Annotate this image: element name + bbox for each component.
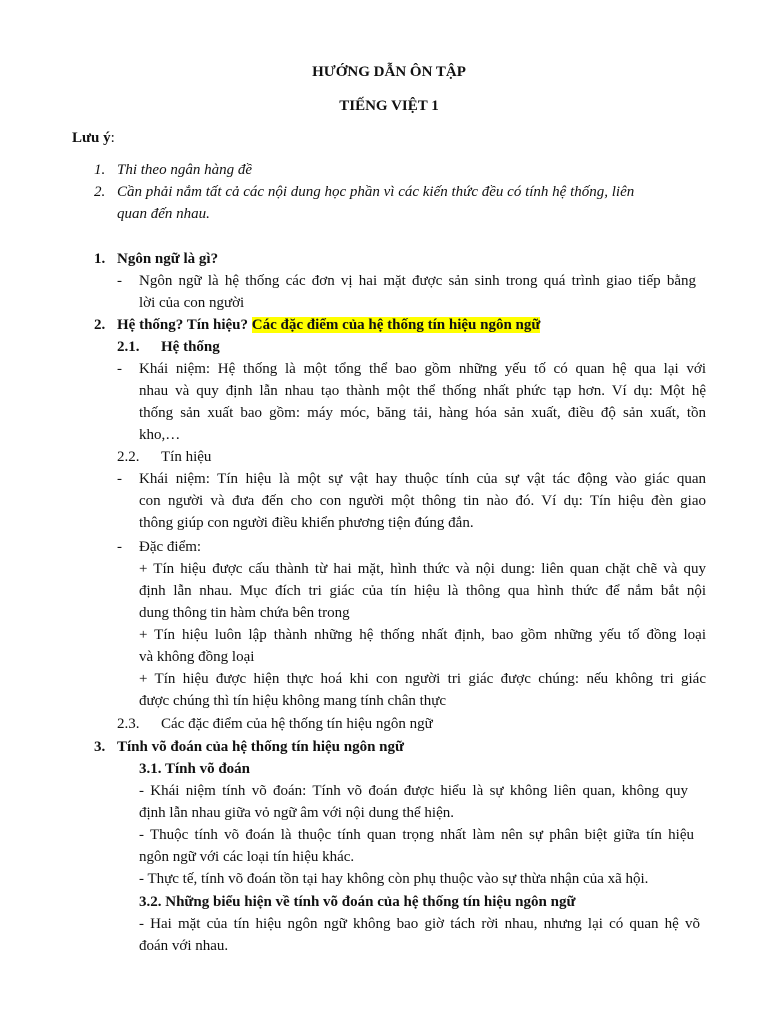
- body-line: Ngôn ngữ là hệ thống các đơn vị hai mặt được sản sinh trong quá trình giao tiếp bằng: [139, 273, 696, 289]
- note-item-number: 1.: [94, 162, 106, 178]
- note-colon: :: [110, 130, 115, 146]
- subsection-title: Tín hiệu: [161, 449, 212, 465]
- note-item-number: 2.: [94, 184, 106, 200]
- bullet-dash: -: [117, 539, 122, 555]
- bullet-dash: -: [117, 273, 122, 289]
- bullet-dash: -: [117, 471, 122, 487]
- doc-title: HƯỚNG DẪN ÔN TẬP: [312, 64, 466, 80]
- section-heading: [117, 314, 540, 336]
- note-item-text: Thi theo ngân hàng đề: [117, 162, 252, 178]
- note-item-text: Cần phải nắm tất cả các nội dung học phần vì các kiến thức đều có tính hệ thống, liên: [117, 184, 635, 200]
- body-line: - Khái niệm tính võ đoán: Tính võ đoán được hiểu là sự không liên quan, không quy: [139, 783, 688, 799]
- subsection-number: 2.1.: [117, 339, 140, 355]
- body-line: + Tín hiệu luôn lập thành những hệ thống nhất định, bao gồm những yếu tố đồng loại: [139, 627, 706, 643]
- subsection-title: Các đặc điểm của hệ thống tín hiệu ngôn ngữ: [161, 716, 433, 732]
- body-line: con người và đưa đến cho con người một thông tin nào đó. Ví dụ: Tín hiệu đèn giao: [139, 493, 706, 509]
- body-line: đoán với nhau.: [139, 938, 229, 954]
- body-line: + Tín hiệu được hiện thực hoá khi con người tri giác được chúng: nếu không tri giác: [139, 671, 706, 687]
- body-line: - Thực tế, tính võ đoán tồn tại hay không còn phụ thuộc vào sự thừa nhận của xã hội.: [139, 871, 649, 887]
- section-number: 3.: [94, 739, 106, 755]
- section-number: 1.: [94, 251, 106, 267]
- body-line: thông giúp con người điều khiển phương tiện đúng đắn.: [139, 515, 474, 531]
- body-line: định lẫn nhau. Mục đích tri giác của tín hiệu là thông qua hình thức để nắm bắt nội: [139, 583, 706, 599]
- subsection-title: Hệ thống: [161, 339, 220, 355]
- body-line: ngôn ngữ với các loại tín hiệu khác.: [139, 849, 355, 865]
- body-line: Khái niệm: Hệ thống là một tổng thể bao gồm những yếu tố có quan hệ qua lại với: [139, 361, 706, 377]
- body-line: - Hai mặt của tín hiệu ngôn ngữ không bao giờ tách rời nhau, nhưng lại có quan hệ võ: [139, 916, 700, 932]
- note-heading: [72, 127, 115, 149]
- body-line: định lẫn nhau giữa vỏ ngữ âm với nội dung thể hiện.: [139, 805, 454, 821]
- body-line: nhau và quy định lẫn nhau tạo thành một thể thống nhất phức tạp hơn. Ví dụ: Một hệ: [139, 383, 706, 399]
- note-label: Lưu ý: [72, 130, 111, 146]
- body-line: và không đồng loại: [139, 649, 255, 665]
- body-line: - Thuộc tính võ đoán là thuộc tính quan trọng nhất làm nên sự phân biệt giữa tín hiệu: [139, 827, 694, 843]
- note-item-text: quan đến nhau.: [117, 206, 210, 222]
- subsection-number: 2.2.: [117, 449, 140, 465]
- doc-subtitle: TIẾNG VIỆT 1: [339, 98, 439, 114]
- body-line: Khái niệm: Tín hiệu là một sự vật hay thuộc tính của sự vật tác động vào giác quan: [139, 471, 706, 487]
- body-line: + Tín hiệu được cấu thành từ hai mặt, hình thức và nội dung: liên quan chặt chẽ và quy: [139, 561, 706, 577]
- subsection-title: 3.2. Những biểu hiện về tính võ đoán của hệ thống tín hiệu ngôn ngữ: [139, 894, 576, 910]
- features-label: Đặc điểm:: [139, 539, 202, 555]
- highlighted-text: Các đặc điểm của hệ thống tín hiệu ngôn ngữ: [251, 317, 541, 333]
- subsection-number: 2.3.: [117, 716, 140, 732]
- body-line: lời của con người: [139, 295, 245, 311]
- subsection-title: 3.1. Tính võ đoán: [139, 761, 251, 777]
- section-heading-text: Hệ thống? Tín hiệu?: [117, 317, 252, 333]
- body-line: dung thông tin hàm chứa bên trong: [139, 605, 350, 621]
- bullet-dash: -: [117, 361, 122, 377]
- section-number: 2.: [94, 317, 106, 333]
- section-heading: Tính võ đoán của hệ thống tín hiệu ngôn ngữ: [117, 739, 405, 755]
- body-line: thống sản xuất bao gồm: máy móc, băng tải, hàng hóa sản xuất, điều độ sản xuất, tồn: [139, 405, 706, 421]
- section-heading: Ngôn ngữ là gì?: [117, 251, 219, 267]
- body-line: kho,…: [139, 427, 181, 443]
- body-line: được chúng thì tín hiệu không mang tính chân thực: [139, 693, 447, 709]
